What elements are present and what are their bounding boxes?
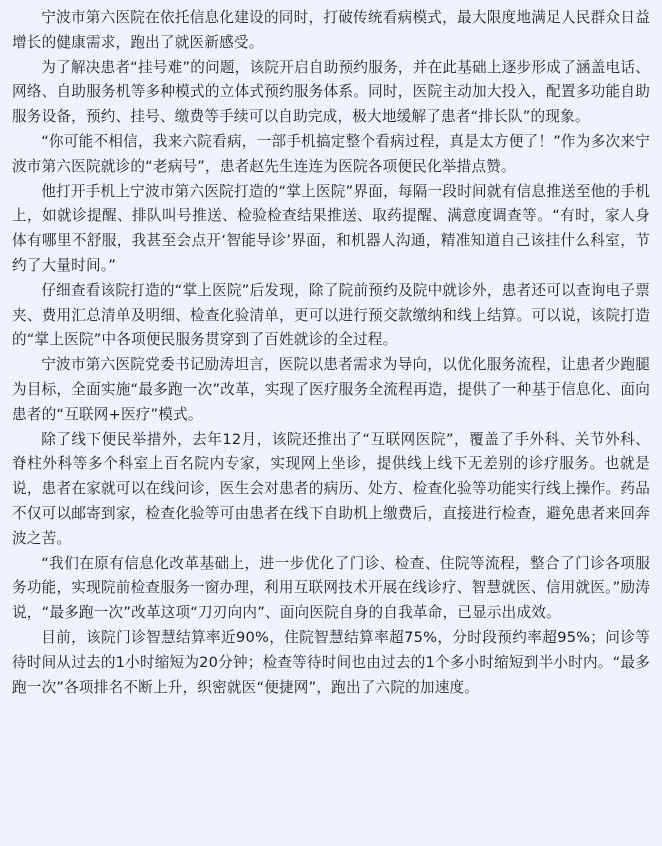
paragraph-mobile-hospital: 他打开手机上宁波市第六医院打造的“掌上医院”界面，每隔一段时间就有信息推送至他的手机上，如就诊提醒、排队叫号推送、检验检查结果推送、取药提醒、满意度调查等。“有时，家人身体有哪里不舒服，我甚至会点开‘智能导诊’界面，和机器人沟通，精准知道自己该挂什么科室，节约了大量时间。” [12, 182, 650, 274]
paragraph-patient-quote: “你可能不相信，我来六院看病，一部手机搞定整个看病过程，真是太方便了！”作为多次来宁波市第六医院就诊的“老病号”，患者赵先生连连为医院各项便民化举措点赞。 [12, 132, 650, 175]
paragraph-mobile-services: 仔细查看该院打造的“掌上医院”后发现，除了院前预约及院中就诊外，患者还可以查询电子票夹、费用汇总清单及明细、检查化验清单，更可以进行预交款缴纳和线上结算。可以说，该院打造的“掌上医院”中各项便民服务贯穿到了百姓就诊的全过程。 [12, 281, 650, 349]
paragraph-self-service-booking: 为了解决患者“挂号难”的问题，该院开启自助预约服务，并在此基础上逐步形成了涵盖电话、网络、自助服务机等多种模式的立体式预约服务体系。同时，医院主动加大投入，配置多功能自助服务设备，预约、挂号、缴费等手续可以自助完成，极大地缓解了患者“排长队”的现象。 [12, 58, 650, 126]
paragraph-results: 目前，该院门诊智慧结算率近90%，住院智慧结算率超75%，分时段预约率超95%；问诊等待时间从过去的1小时缩短为20分钟；检查等待时间也由过去的1个多小时缩短到半小时内。“最多跑一次”各项排名不断上升，织密就医“便捷网”，跑出了六院的加速度。 [12, 628, 650, 696]
paragraph-reform-quote: “我们在原有信息化改革基础上，进一步优化了门诊、检查、住院等流程，整合了门诊各项服务功能，实现院前检查服务一窗办理，利用互联网技术开展在线诊疗、智慧就医、信用就医。”励涛说，“最多跑一次”改革这项“刀刃向内”、面向医院自身的自我革命，已显示出成效。 [12, 554, 650, 622]
paragraph-internet-hospital: 除了线下便民举措外，去年12月，该院还推出了“互联网医院”，覆盖了手外科、关节外科、脊柱外科等多个科室上百名院内专家，实现网上坐诊，提供线上线下无差别的诊疗服务。也就是说，患者在家就可以在线问诊，医生会对患者的病历、处方、检查化验等功能实行线上操作。药品不仅可以邮寄到家，检查化验等可由患者在线下自助机上缴费后，直接进行检查，避免患者来回奔波之苦。 [12, 430, 650, 547]
paragraph-party-secretary: 宁波市第六医院党委书记励涛坦言，医院以患者需求为导向，以优化服务流程，让患者少跑腿为目标，全面实施“最多跑一次”改革，实现了医疗服务全流程再造，提供了一种基于信息化、面向患者的“互联网+医疗”模式。 [12, 356, 650, 423]
paragraph-intro: 宁波市第六医院在依托信息化建设的同时，打破传统看病模式，最大限度地满足人民群众日益增长的健康需求，跑出了就医新感受。 [12, 9, 650, 51]
